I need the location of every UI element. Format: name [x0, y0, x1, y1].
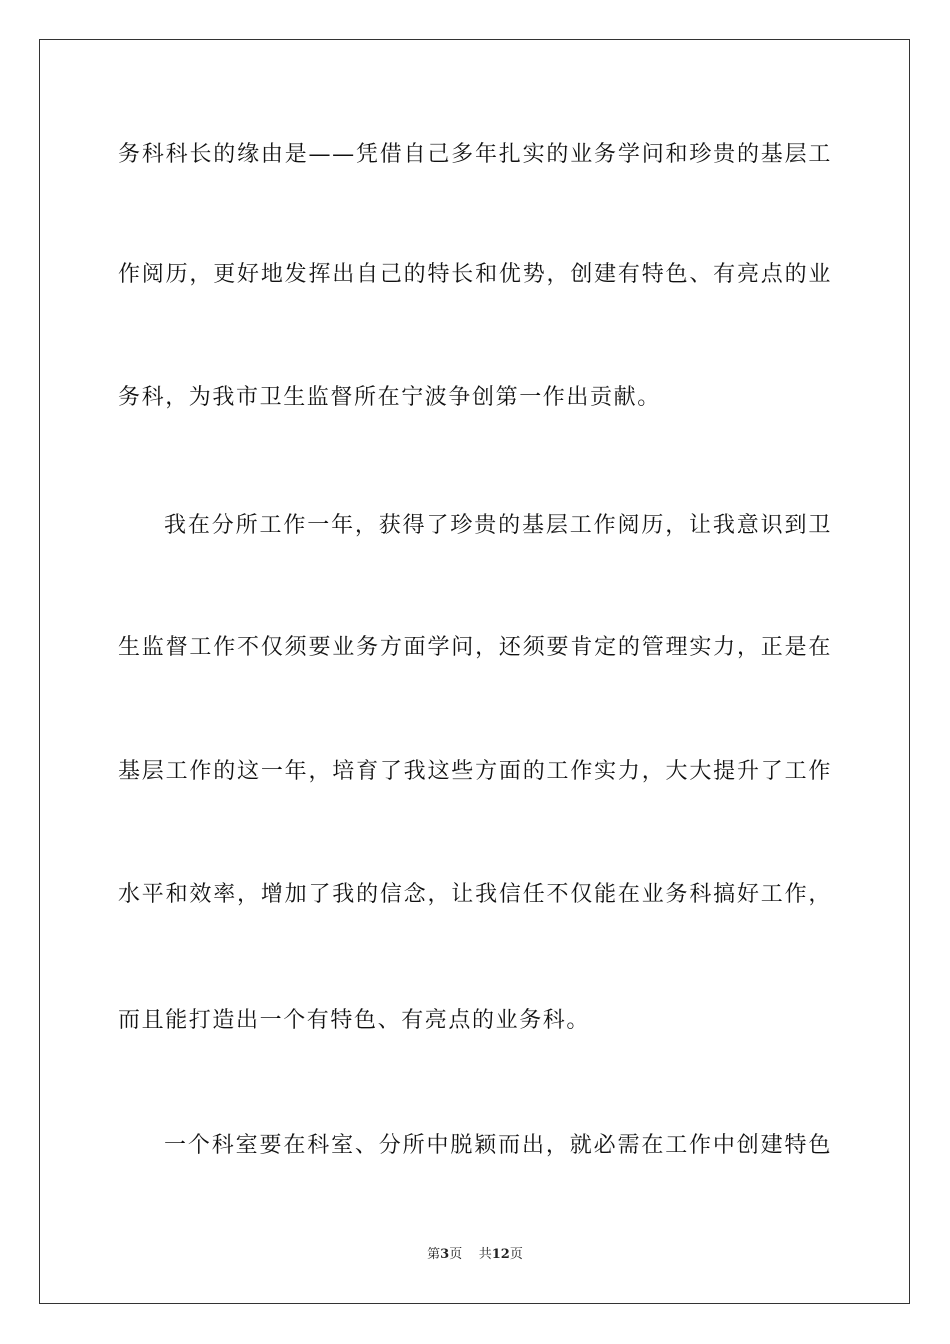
- page-border: [39, 39, 910, 1304]
- text-line-7: 水平和效率，增加了我的信念，让我信任不仅能在业务科搞好工作，: [118, 882, 832, 907]
- text-line-5: 生监督工作不仅须要业务方面学问，还须要肯定的管理实力，正是在: [118, 635, 832, 660]
- text-line-3: 务科，为我市卫生监督所在宁波争创第一作出贡献。: [118, 385, 661, 410]
- page-prefix: 第: [427, 1247, 441, 1262]
- total-pages: 12: [491, 1247, 510, 1262]
- text-line-4-paragraph-start: 我在分所工作一年，获得了珍贵的基层工作阅历，让我意识到卫: [164, 513, 832, 538]
- text-line-9-paragraph-start: 一个科室要在科室、分所中脱颖而出，就必需在工作中创建特色: [164, 1133, 832, 1158]
- page-number: 3: [440, 1247, 450, 1262]
- page-suffix: 页: [449, 1247, 463, 1262]
- text-line-6: 基层工作的这一年，培育了我这些方面的工作实力，大大提升了工作: [118, 759, 832, 784]
- text-line-8: 而且能打造出一个有特色、有亮点的业务科。: [118, 1008, 591, 1033]
- total-suffix: 页: [509, 1247, 523, 1262]
- total-prefix: 共: [478, 1247, 492, 1262]
- page-footer: [0, 1246, 950, 1264]
- text-line-1: 务科科长的缘由是——凭借自己多年扎实的业务学问和珍贵的基层工: [118, 142, 832, 167]
- text-line-2: 作阅历，更好地发挥出自己的特长和优势，创建有特色、有亮点的业: [118, 262, 832, 287]
